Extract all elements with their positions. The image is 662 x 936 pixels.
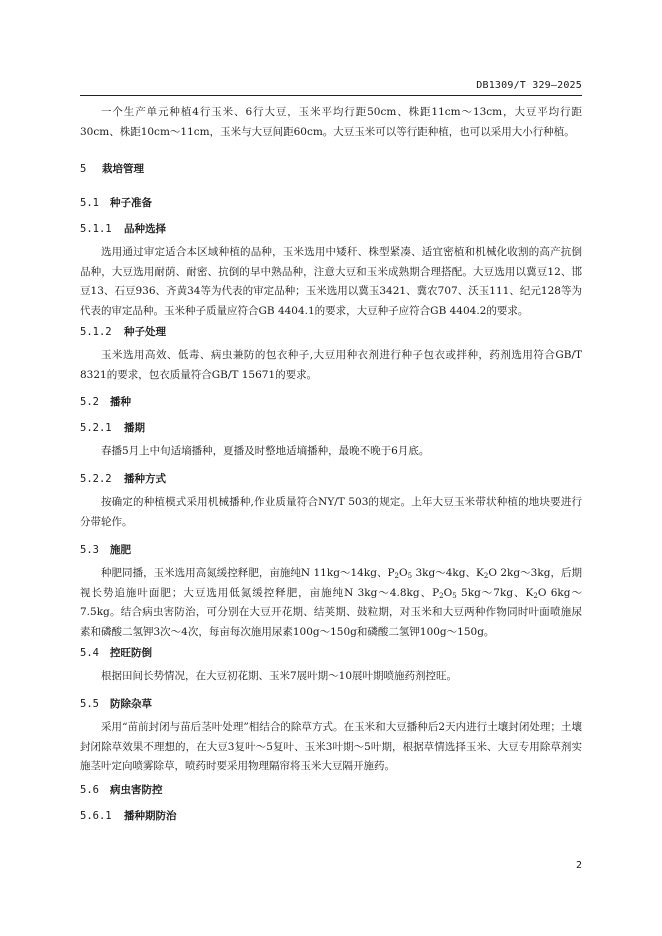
subscript: 2 xyxy=(533,591,538,600)
subscript: 5 xyxy=(452,591,457,600)
heading-5-2 xyxy=(80,395,582,409)
paragraph-5-4: 根据田间长势情况，在大豆初花期、玉米7展叶期～10展叶期喷施药剂控旺。 xyxy=(101,670,458,682)
heading-number: 5.2 xyxy=(80,396,99,408)
text-run: 5kg～7kg、K xyxy=(456,586,534,599)
subscript: 2 xyxy=(483,572,489,580)
heading-number: 5.2.1 xyxy=(80,422,112,434)
heading-number: 5.6 xyxy=(80,784,99,796)
page-number: 2 xyxy=(575,860,582,871)
header-rule xyxy=(80,95,582,96)
subscript: 5 xyxy=(407,572,413,580)
heading-title: 施肥 xyxy=(110,544,131,556)
intro-paragraph: 一个生产单元种植4行玉米、6行大豆，玉米平均行距50cm、株距11cm～13cm，大豆平均行距30cm、株距10cm～11cm，玉米与大豆间距60cm。大豆玉米可以等行距种植，也可以采用大小行种植。 xyxy=(80,106,582,138)
heading-5-1-2 xyxy=(80,325,582,339)
paragraph-5-3 xyxy=(80,564,582,642)
text-run: O xyxy=(443,586,453,599)
heading-number: 5 xyxy=(80,163,87,175)
heading-number: 5.1.2 xyxy=(80,326,112,338)
text-run: O xyxy=(399,567,408,579)
heading-5-6 xyxy=(80,783,582,797)
heading-5-2-1 xyxy=(80,421,582,435)
heading-title: 播期 xyxy=(124,422,145,434)
heading-5-1 xyxy=(80,196,582,210)
heading-number: 5.6.1 xyxy=(80,810,112,822)
text-run: O 6kg～7.5kg。结合病虫害防治，可分别在大豆开花期、结荚期、鼓粒期，对玉米和大豆两种作物同时叶面喷施尿素和磷酸二氢钾3次～4次，每亩每次施用尿素100g～150g和磷酸二氢钾100g～150g。 xyxy=(80,586,583,638)
heading-5-3 xyxy=(80,543,582,557)
heading-title: 栽培管理 xyxy=(102,163,144,175)
document-code: DB1309/T 329—2025 xyxy=(476,80,582,91)
heading-title: 播种 xyxy=(110,396,131,408)
heading-5 xyxy=(80,162,582,176)
heading-title: 控旺防倒 xyxy=(110,647,152,659)
heading-title: 品种选择 xyxy=(124,223,166,235)
heading-title: 防除杂草 xyxy=(110,698,152,710)
heading-title: 播种期防治 xyxy=(124,810,177,822)
heading-5-5 xyxy=(80,697,582,711)
heading-5-1-1 xyxy=(80,222,582,236)
heading-5-4 xyxy=(80,646,582,660)
heading-number: 5.4 xyxy=(80,647,99,659)
paragraph-5-5: 采用“苗前封闭与苗后茎叶处理”相结合的除草方式。在玉米和大豆播种后2天内进行土壤封闭处理；土壤封闭除草效果不理想的，在大豆3复叶～5复叶、玉米3叶期～5叶期，根据草情选择玉米、大豆专用除草剂实施茎叶定向喷雾除草，喷药时要采用物理隔帘将玉米大豆隔开施药。 xyxy=(80,721,582,772)
heading-number: 5.3 xyxy=(80,544,99,556)
heading-title: 病虫害防控 xyxy=(110,784,163,796)
subscript: 2 xyxy=(439,591,444,600)
heading-5-2-2 xyxy=(80,472,582,486)
subscript: 2 xyxy=(394,572,399,580)
heading-number: 5.2.2 xyxy=(80,473,112,485)
heading-number: 5.1 xyxy=(80,197,99,209)
paragraph-5-1-1: 选用通过审定适合本区域种植的品种，玉米选用中矮秆、株型紧凑、适宜密植和机械化收割的高产抗倒品种，大豆选用耐荫、耐密、抗倒的早中熟品种，注意大豆和玉米成熟期合理搭配。大豆选用以冀豆12、邯豆13、石豆936、齐黄34等为代表的审定品种；玉米选用以冀玉3421、冀农707、沃玉111、纪元128等为代表的审定品种。玉米种子质量应符合GB 4404.1的要求，大豆种子应符合GB 4404.2的要求。 xyxy=(80,246,582,317)
text-run: 种肥同播，玉米选用高氮缓控释肥，亩施纯N 11kg～14kg、P xyxy=(101,567,395,579)
heading-title: 种子处理 xyxy=(124,326,166,338)
text-run: 3kg～4kg、K xyxy=(412,567,484,579)
heading-title: 种子准备 xyxy=(110,197,152,209)
heading-title: 播种方式 xyxy=(124,473,166,485)
paragraph-5-1-2: 玉米选用高效、低毒、病虫兼防的包衣种子,大豆用种衣剂进行种子包衣或拌种，药剂选用符合GB/T 8321的要求，包衣质量符合GB/T 15671的要求。 xyxy=(80,349,582,381)
heading-5-6-1 xyxy=(80,809,582,823)
paragraph-5-2-2: 按确定的种植模式采用机械播种,作业质量符合NY/T 503的规定。上年大豆玉米带状种植的地块要进行分带轮作。 xyxy=(80,496,582,528)
heading-number: 5.5 xyxy=(80,698,99,710)
heading-number: 5.1.1 xyxy=(80,223,112,235)
paragraph-5-2-1: 春播5月上中旬适墒播种，夏播及时整地适墒播种，最晚不晚于6月底。 xyxy=(101,445,430,457)
text-run: O 2kg～3kg，后期视长势追施叶面肥；大豆选用低氮缓控释肥，亩施纯N 3kg～4.8kg、P xyxy=(80,567,582,599)
